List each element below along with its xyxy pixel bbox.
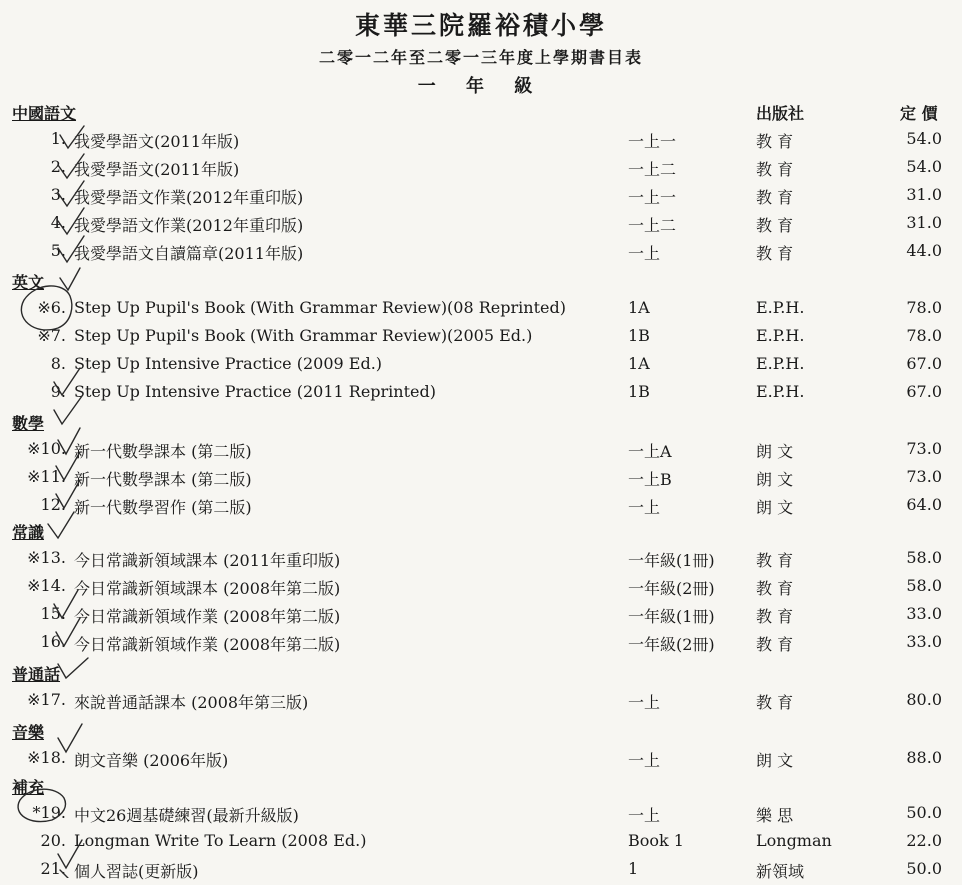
book-number: ※7. <box>37 326 66 345</box>
book-row <box>0 495 962 521</box>
book-title: 我愛學語文作業(2012年重印版) <box>74 188 304 207</box>
book-title: Step Up Pupil's Book (With Grammar Review)(2005 Ed.) <box>74 326 533 345</box>
book-publisher: 教 育 <box>756 244 794 263</box>
book-price: 64.0 <box>906 495 942 514</box>
book-price: 33.0 <box>906 632 942 651</box>
book-title: 新一代數學課本 (第二版) <box>74 470 252 489</box>
book-number: ※17. <box>27 690 66 709</box>
book-publisher: 教 育 <box>756 188 794 207</box>
book-publisher: 教 育 <box>756 693 794 712</box>
book-number: 1. <box>50 129 66 148</box>
book-title: 新一代數學習作 (第二版) <box>74 498 252 517</box>
book-title: Longman Write To Learn (2008 Ed.) <box>74 831 367 850</box>
book-title: 今日常識新領域課本 (2011年重印版) <box>74 551 341 570</box>
book-row <box>0 129 962 155</box>
book-title: 今日常識新領域作業 (2008年第二版) <box>74 635 341 654</box>
book-row <box>0 803 962 829</box>
book-volume: 一上 <box>628 693 661 712</box>
book-volume: 一年級(1冊) <box>628 551 715 570</box>
book-row <box>0 185 962 211</box>
book-price: 73.0 <box>906 439 942 458</box>
book-number: 12. <box>40 495 66 514</box>
book-title: 我愛學語文(2011年版) <box>74 160 240 179</box>
book-row <box>0 354 962 380</box>
book-price: 31.0 <box>906 213 942 232</box>
book-row <box>0 298 962 324</box>
book-price: 33.0 <box>906 604 942 623</box>
book-row <box>0 632 962 658</box>
book-volume: 一上 <box>628 751 661 770</box>
book-number: *19. <box>32 803 66 822</box>
book-volume: 一年級(2冊) <box>628 579 715 598</box>
book-publisher: 教 育 <box>756 216 794 235</box>
book-publisher: 朗 文 <box>756 442 794 461</box>
book-volume: 一上 <box>628 806 661 825</box>
book-number: ※13. <box>27 548 66 567</box>
book-row <box>0 467 962 493</box>
book-price: 54.0 <box>906 129 942 148</box>
book-title: 來說普通話課本 (2008年第三版) <box>74 693 309 712</box>
book-volume: 一上 <box>628 244 661 263</box>
book-title: 個人習誌(更新版) <box>74 862 199 881</box>
book-volume: 一上 <box>628 498 661 517</box>
book-price: 88.0 <box>906 748 942 767</box>
book-row <box>0 382 962 408</box>
book-publisher: 教 育 <box>756 160 794 179</box>
book-publisher: E.P.H. <box>756 298 805 317</box>
book-row <box>0 859 962 885</box>
book-title: 我愛學語文作業(2012年重印版) <box>74 216 304 235</box>
book-row <box>0 690 962 716</box>
section-heading: 普通話 <box>12 665 61 684</box>
school-name: 東華三院羅裕積小學 <box>354 11 607 40</box>
book-title: 我愛學語文(2011年版) <box>74 132 240 151</box>
book-row <box>0 213 962 239</box>
book-number: 16. <box>40 632 66 651</box>
book-volume: 一上一 <box>628 132 677 151</box>
book-publisher: 朗 文 <box>756 470 794 489</box>
book-title: 朗文音樂 (2006年版) <box>74 751 229 770</box>
book-price: 67.0 <box>906 354 942 373</box>
grade-label: 一 年 級 <box>417 76 545 97</box>
book-publisher: 朗 文 <box>756 498 794 517</box>
book-row <box>0 604 962 630</box>
book-volume: 1B <box>628 382 650 401</box>
book-publisher: 教 育 <box>756 132 794 151</box>
book-price: 54.0 <box>906 157 942 176</box>
book-number: 5. <box>50 241 66 260</box>
book-number: ※18. <box>27 748 66 767</box>
book-price: 58.0 <box>906 548 942 567</box>
book-volume: 1 <box>628 859 639 878</box>
book-title: Step Up Pupil's Book (With Grammar Review)(08 Reprinted) <box>74 298 566 317</box>
book-title: 今日常識新領域作業 (2008年第二版) <box>74 607 341 626</box>
price-column-header: 定 價 <box>900 104 938 123</box>
book-number: ※10. <box>27 439 66 458</box>
book-publisher: 教 育 <box>756 607 794 626</box>
book-row <box>0 548 962 574</box>
book-title: Step Up Intensive Practice (2009 Ed.) <box>74 354 383 373</box>
book-title: 中文26週基礎練習(最新升級版) <box>74 806 299 825</box>
list-subtitle: 二零一二年至二零一三年度上學期書目表 <box>318 48 643 67</box>
book-volume: Book 1 <box>628 831 684 850</box>
book-number: ※11. <box>27 467 66 486</box>
book-publisher: 教 育 <box>756 635 794 654</box>
book-number: 20. <box>40 831 66 850</box>
book-row <box>0 576 962 602</box>
book-row <box>0 326 962 352</box>
book-publisher: 新領域 <box>756 862 805 881</box>
book-row <box>0 439 962 465</box>
section-heading: 中國語文 <box>12 104 77 123</box>
book-volume: 一上A <box>628 442 672 461</box>
book-number: 21. <box>40 859 66 878</box>
book-publisher: 教 育 <box>756 579 794 598</box>
book-number: ※6. <box>37 298 66 317</box>
book-number: 2. <box>50 157 66 176</box>
book-volume: 一上B <box>628 470 672 489</box>
book-volume: 1A <box>628 354 650 373</box>
book-price: 58.0 <box>906 576 942 595</box>
tick-mark <box>60 268 80 290</box>
section-heading: 音樂 <box>12 723 45 742</box>
book-price: 31.0 <box>906 185 942 204</box>
book-row <box>0 241 962 267</box>
section-heading: 數學 <box>12 414 45 433</box>
book-price: 22.0 <box>906 831 942 850</box>
book-row <box>0 748 962 774</box>
book-number: 15. <box>40 604 66 623</box>
book-volume: 一年級(1冊) <box>628 607 715 626</box>
book-volume: 一上一 <box>628 188 677 207</box>
book-number: 3. <box>50 185 66 204</box>
book-title: Step Up Intensive Practice (2011 Reprinted) <box>74 382 436 401</box>
book-price: 67.0 <box>906 382 942 401</box>
book-volume: 一上二 <box>628 216 677 235</box>
book-publisher: Longman <box>756 831 832 850</box>
book-publisher: E.P.H. <box>756 354 805 373</box>
book-publisher: 樂 思 <box>756 806 794 825</box>
tick-mark <box>58 658 88 678</box>
book-publisher: E.P.H. <box>756 382 805 401</box>
book-price: 78.0 <box>906 326 942 345</box>
publisher-column-header: 出版社 <box>756 104 805 123</box>
book-number: 9. <box>50 382 66 401</box>
section-heading: 英文 <box>12 273 45 292</box>
book-price: 50.0 <box>906 803 942 822</box>
book-row <box>0 831 962 857</box>
book-number: 4. <box>50 213 66 232</box>
book-price: 44.0 <box>906 241 942 260</box>
section-heading: 常識 <box>12 523 45 542</box>
book-price: 73.0 <box>906 467 942 486</box>
book-row <box>0 157 962 183</box>
book-title: 今日常識新領域課本 (2008年第二版) <box>74 579 341 598</box>
book-volume: 1A <box>628 298 650 317</box>
book-volume: 1B <box>628 326 650 345</box>
book-volume: 一年級(2冊) <box>628 635 715 654</box>
section-heading: 補充 <box>12 778 45 797</box>
book-publisher: 朗 文 <box>756 751 794 770</box>
book-volume: 一上二 <box>628 160 677 179</box>
book-publisher: 教 育 <box>756 551 794 570</box>
book-number: ※14. <box>27 576 66 595</box>
book-price: 50.0 <box>906 859 942 878</box>
book-price: 80.0 <box>906 690 942 709</box>
book-number: 8. <box>50 354 66 373</box>
book-title: 新一代數學課本 (第二版) <box>74 442 252 461</box>
book-title: 我愛學語文自讀篇章(2011年版) <box>74 244 304 263</box>
book-price: 78.0 <box>906 298 942 317</box>
book-publisher: E.P.H. <box>756 326 805 345</box>
